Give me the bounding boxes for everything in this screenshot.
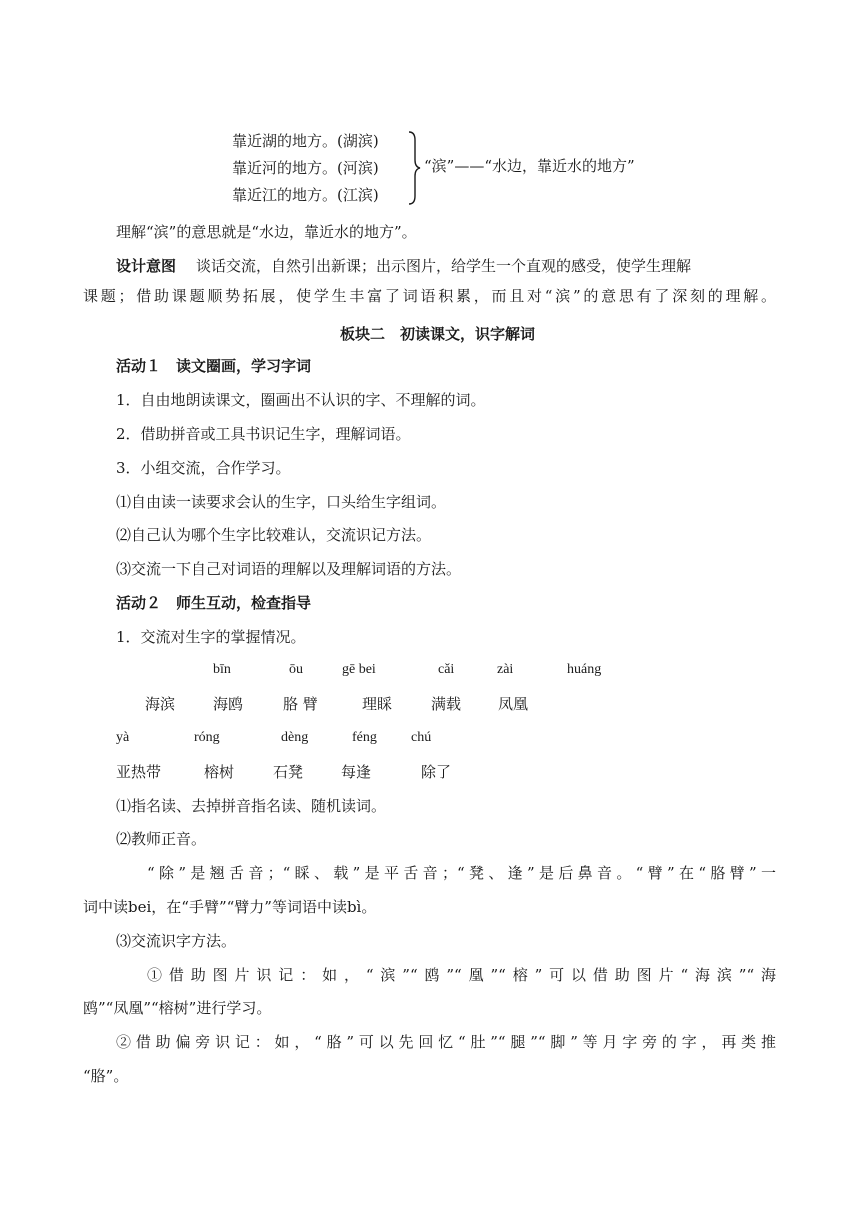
pinyin: huáng xyxy=(567,662,602,677)
method-1-line-2: 鸥”“凤凰”“榕树”进行学习。 xyxy=(83,999,272,1017)
activity1-title: 活动１ 读文圈画，学习字词 xyxy=(116,357,312,375)
pinyin: bīn xyxy=(213,662,231,677)
vocab-word: 胳 臂 xyxy=(283,695,318,713)
design-intent-line-1 xyxy=(116,256,776,276)
correction-line-2: 词中读bei，在“手臂”“臂力”等词语中读bì。 xyxy=(83,898,377,916)
vocab-word: 理睬 xyxy=(362,695,393,713)
activity1-sub-3: ⑶交流一下自己对词语的理解以及理解词语的方法。 xyxy=(116,560,462,578)
vocab-word: 满载 xyxy=(431,695,462,713)
method-1-line-1: ①借助图片识记：如，“滨”“鸥”“凰”“榕”可以借助图片“海滨”“海 xyxy=(147,966,776,984)
vocab-word: 榕树 xyxy=(204,763,235,781)
definition-line-1: 靠近湖的地方。(湖滨) xyxy=(232,132,379,150)
design-intent-line-2: 课题；借助课题顺势拓展，使学生丰富了词语积累，而且对“滨”的意思有了深刻的理解。 xyxy=(83,287,776,305)
activity1-item-3: 3．小组交流，合作学习。 xyxy=(116,459,291,477)
vocab-word: 海滨 xyxy=(145,695,176,713)
vocab-word: 海鸥 xyxy=(213,695,244,713)
pinyin: ōu xyxy=(289,662,303,677)
activity2-sub-1: ⑴指名读、去掉拼音指名读、随机读词。 xyxy=(116,797,387,815)
section-title: 板块二 初读课文，识字解词 xyxy=(340,325,536,343)
pinyin: cǎi xyxy=(438,662,455,677)
vocab-word: 每逢 xyxy=(341,763,372,781)
right-brace-icon xyxy=(406,130,422,206)
vocab-word: 凤凰 xyxy=(498,695,529,713)
activity2-title: 活动２ 师生互动，检查指导 xyxy=(116,594,312,612)
pinyin: féng xyxy=(352,730,377,745)
pinyin: dèng xyxy=(281,730,309,745)
method-2-line-1: ②借助偏旁识记：如，“胳”可以先回忆“肚”“腿”“脚”等月字旁的字，再类推 xyxy=(116,1033,776,1051)
vocab-word: 亚热带 xyxy=(116,763,162,781)
vocab-word: 石凳 xyxy=(273,763,304,781)
pinyin: zài xyxy=(497,662,514,677)
definition-line-2: 靠近河的地方。(河滨) xyxy=(232,159,379,177)
understand-line: 理解“滨”的意思就是“水边，靠近水的地方”。 xyxy=(116,223,417,241)
vocab-word: 除了 xyxy=(421,763,452,781)
activity2-sub-3: ⑶交流识字方法。 xyxy=(116,932,237,950)
design-intent-label: 设计意图 xyxy=(116,257,177,275)
pinyin: róng xyxy=(194,730,220,745)
activity1-item-2: 2．借助拼音或工具书识记生字，理解词语。 xyxy=(116,425,411,443)
pinyin: chú xyxy=(411,730,432,745)
activity1-sub-1: ⑴自由读一读要求会认的生字，口头给生字组词。 xyxy=(116,493,447,511)
definition-line-3: 靠近江的地方。(江滨) xyxy=(232,186,379,204)
correction-line-1: “除”是翘舌音；“睬、载”是平舌音；“凳、逢”是后鼻音。“臂”在“胳臂”一 xyxy=(147,864,776,882)
design-intent-text-1: 谈话交流，自然引出新课；出示图片，给学生一个直观的感受，使学生理解 xyxy=(196,257,692,275)
method-2-line-2: “胳”。 xyxy=(83,1067,129,1085)
activity1-sub-2: ⑵自己认为哪个生字比较难认，交流识记方法。 xyxy=(116,526,432,544)
bracket-summary: “滨”——“水边，靠近水的地方” xyxy=(424,157,635,175)
activity2-item-1: 1．交流对生字的掌握情况。 xyxy=(116,628,306,646)
activity1-item-1: 1．自由地朗读课文，圈画出不认识的字、不理解的词。 xyxy=(116,391,486,409)
activity2-sub-2: ⑵教师正音。 xyxy=(116,830,207,848)
pinyin: yà xyxy=(116,730,130,745)
pinyin: gē bei xyxy=(342,662,376,677)
